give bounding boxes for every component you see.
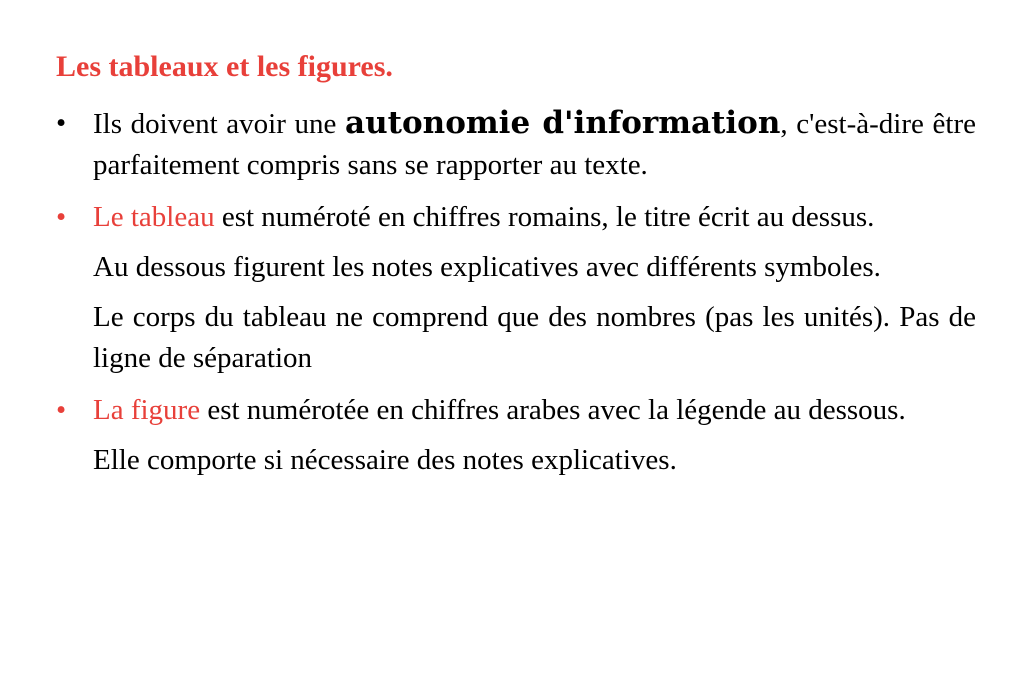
bullet-item-tableau [56,197,976,238]
slide-title: Les tableaux et les figures. [56,50,393,83]
paragraph-notes: Au dessous figurent les notes explicatives avec différents symboles. [93,251,881,283]
paragraph-elle: Elle comporte si nécessaire des notes explicatives. [93,444,677,476]
paragraph-corps: Le corps du tableau ne comprend que des nombres (pas les unités). Pas de ligne de séparation [93,301,976,374]
item-text-pre: Ils doivent avoir une [93,108,346,140]
bullet-marker: • [56,394,67,426]
bullet-marker: • [56,201,67,233]
item-emphasis: autonomie d'information [345,105,781,141]
bullet-item-autonomy [56,103,976,186]
bullet-marker: • [56,107,67,139]
item-text-rest: est numéroté en chiffres romains, le titre écrit au dessus. [214,201,875,233]
item-text-post: , c'est-à-dire être parfaitement compris sans se rapporter au texte. [93,108,976,181]
item-text-rest: est numérotée en chiffres arabes avec la légende au dessous. [200,394,906,426]
bullet-list [56,103,976,492]
item-highlight: La figure [93,394,201,426]
item-highlight: Le tableau [93,201,215,233]
bullet-item-figure [56,390,976,431]
